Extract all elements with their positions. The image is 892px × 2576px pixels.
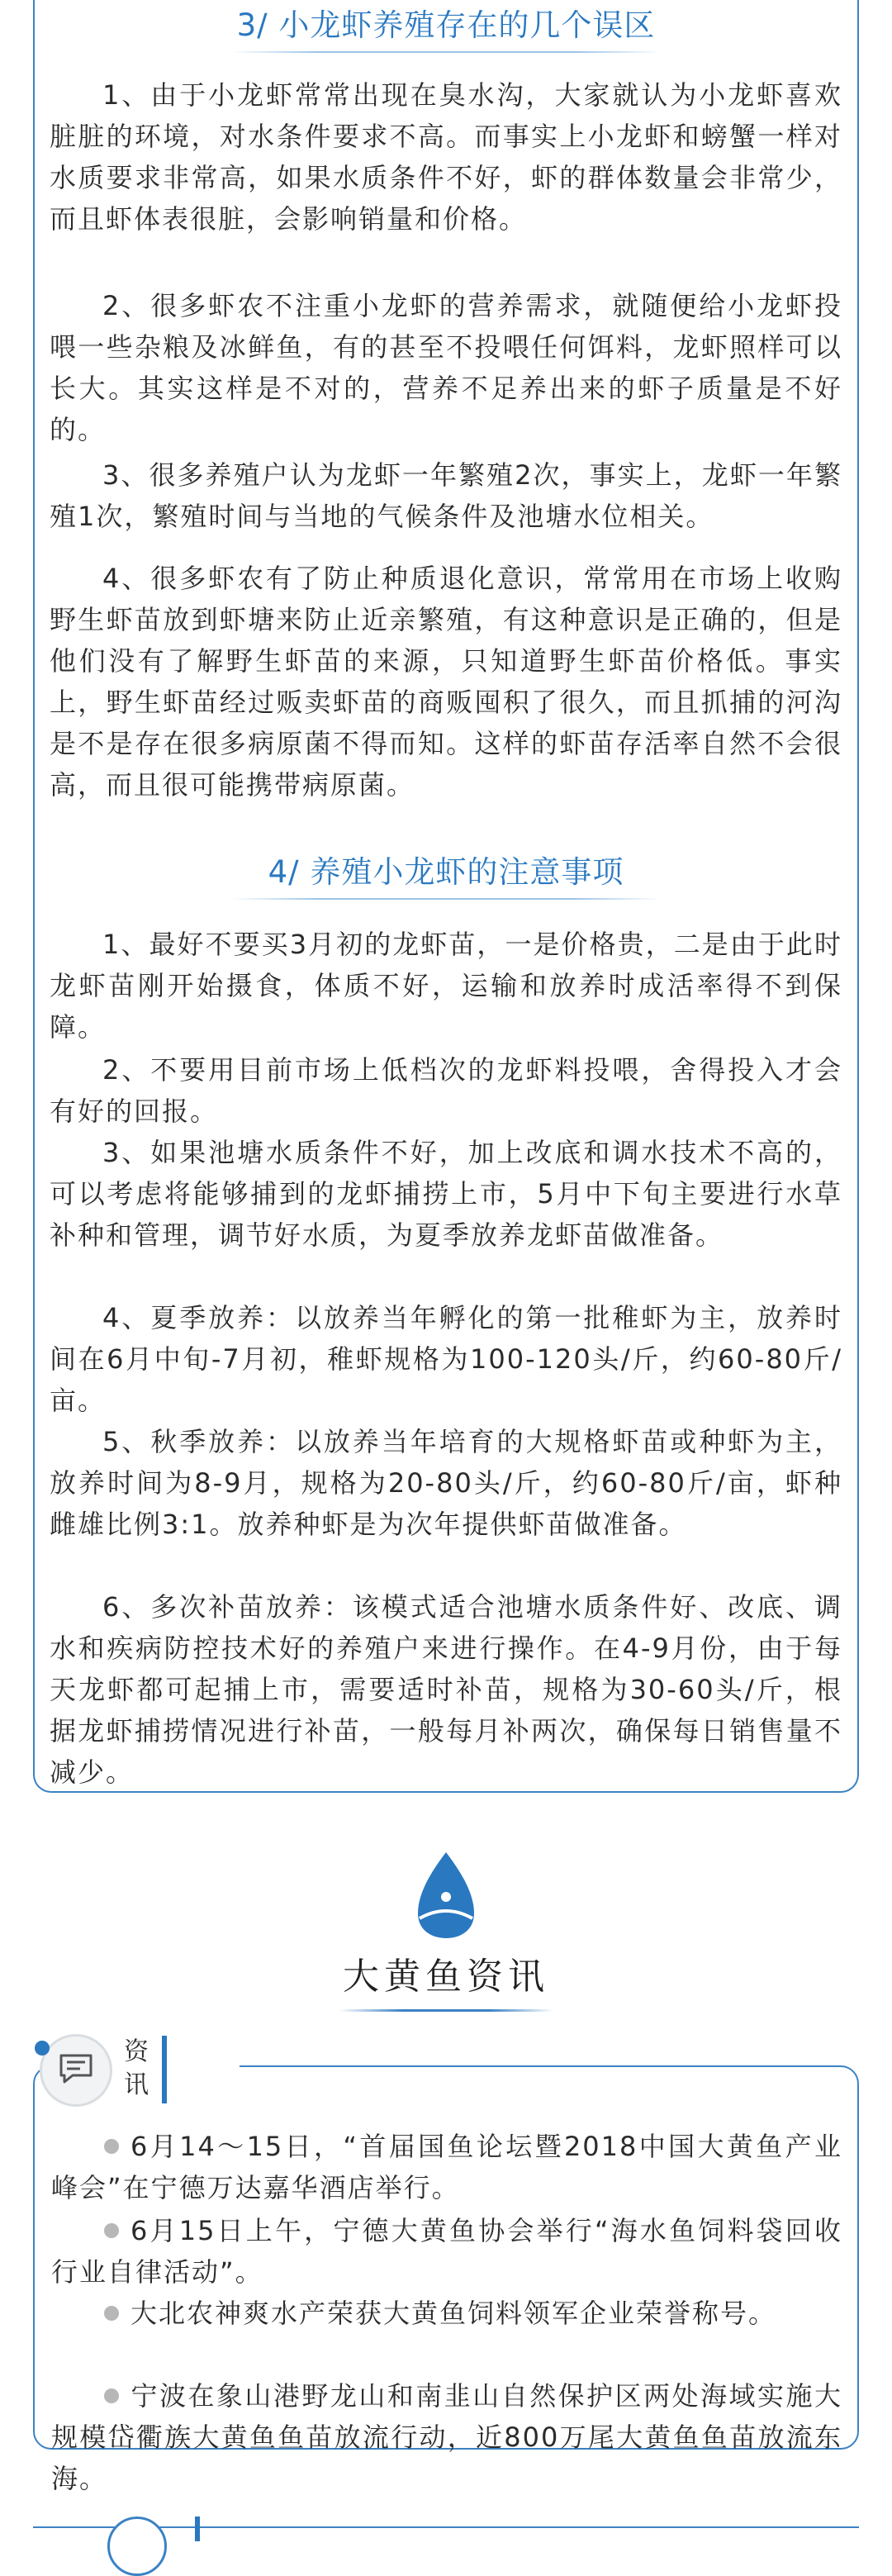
section-4-title-text: 4/ 养殖小龙虾的注意事项 [268,854,624,890]
footer-badge-bar [195,2517,200,2541]
section-3-title-rule [231,51,661,53]
bullet-dot [104,2388,119,2403]
news-item-2-text: 6月15日上午，宁德大黄鱼协会举行“海水鱼饲料袋回收行业自律活动”。 [51,2215,842,2288]
news-item-1 [51,2126,842,2208]
bullet-dot [104,2139,119,2154]
news-item-3-text: 大北农神爽水产荣获大黄鱼饲料领军企业荣誉称号。 [130,2298,777,2329]
news-badge-bar [162,2036,167,2103]
section-4-paragraph-3: 3、如果池塘水质条件不好，加上改底和调水技术不高的，可以考虑将能够捕到的龙虾捕捞上市，5月中下旬主要进行水草补种和管理，调节好水质，为夏季放养龙虾苗做准备。 [50,1137,842,1251]
news-heading-text: 大黄鱼资讯 [343,1956,549,1998]
section-4-title-rule [231,898,661,900]
news-item-3 [51,2293,842,2334]
news-heading [240,1946,652,2012]
bullet-dot [104,2306,119,2321]
news-heading-rule [339,2009,553,2012]
section-3-paragraph-4: 4、很多虾农有了防止种质退化意识，常常用在市场上收购野生虾苗放到虾塘来防止近亲繁殖，有这种意识是正确的，但是他们没有了解野生虾苗的来源，只知道野生虾苗价格低。事实上，野生虾苗经过贩卖虾苗的商贩囤积了很久，而且抓捕的河沟是不是存在很多病原菌不得而知。这样的虾苗存活率自然不会很高，而且很可能携带病原菌。 [50,563,842,801]
news-item-1-text: 6月14～15日，“首届国鱼论坛暨2018中国大黄鱼产业峰会”在宁德万达嘉华酒店举行。 [51,2131,842,2203]
section-3-paragraph-1: 1、由于小龙虾常常出现在臭水沟，大家就认为小龙虾喜欢脏脏的环境，对水条件要求不高。而事实上小龙虾和螃蟹一样对水质要求非常高，如果水质条件不好，虾的群体数量会非常少，而且虾体表很脏，会影响销量和价格。 [50,79,842,235]
news-item-4 [51,2375,842,2499]
section-4-title [33,847,859,900]
news-badge-dot [35,2041,50,2056]
section-3-paragraph-3: 3、很多养殖户认为龙虾一年繁殖2次，事实上，龙虾一年繁殖1次，繁殖时间与当地的气候条件及池塘水位相关。 [50,459,842,532]
section-4-paragraph-4: 4、夏季放养：以放养当年孵化的第一批稚虾为主，放养时间在6月中旬-7月初，稚虾规格为100-120头/斤，约60-80斤/亩。 [50,1302,842,1416]
section-4-paragraph-6: 6、多次补苗放养：该模式适合池塘水质条件好、改底、调水和疾病防控技术好的养殖户来进行操作。在4-9月份，由于每天龙虾都可起捕上市，需要适时补苗，规格为30-60头/斤，根据龙虾捕捞情况进行补苗，一般每月补两次，确保每日销售量不减少。 [50,1591,842,1788]
section-3-paragraph-2: 2、很多虾农不注重小龙虾的营养需求，就随便给小龙虾投喂一些杂粮及冰鲜鱼，有的甚至不投喂任何饵料，龙虾照样可以长大。其实这样是不对的，营养不足养出来的虾子质量是不好的。 [50,290,842,445]
bullet-dot [104,2223,119,2238]
news-item-4-text: 宁波在象山港野龙山和南韭山自然保护区两处海域实施大规模岱衢族大黄鱼鱼苗放流行动，近800万尾大黄鱼鱼苗放流东海。 [51,2380,842,2494]
section-3-title [33,0,859,53]
footer-badge-circle [107,2517,167,2576]
section-4-paragraph-5: 5、秋季放养：以放养当年培育的大规格虾苗或种虾为主，放养时间为8-9月，规格为20-80头/斤，约60-80斤/亩，虾种雌雄比例3:1。放养种虾是为次年提供虾苗做准备。 [50,1426,842,1540]
section-4-paragraph-2: 2、不要用目前市场上低档次的龙虾料投喂，舍得投入才会有好的回报。 [50,1054,842,1127]
section-3-title-text: 3/ 小龙虾养殖存在的几个误区 [236,7,656,43]
section-4-paragraph-1: 1、最好不要买3月初的龙虾苗，一是价格贵，二是由于此时龙虾苗刚开始摄食，体质不好，运输和放养时成活率得不到保障。 [50,929,842,1043]
fish-icon [405,1849,487,1940]
news-item-2 [51,2210,842,2293]
news-badge-label: 资讯 [124,2037,149,2099]
chat-bubble-icon [58,2052,94,2085]
